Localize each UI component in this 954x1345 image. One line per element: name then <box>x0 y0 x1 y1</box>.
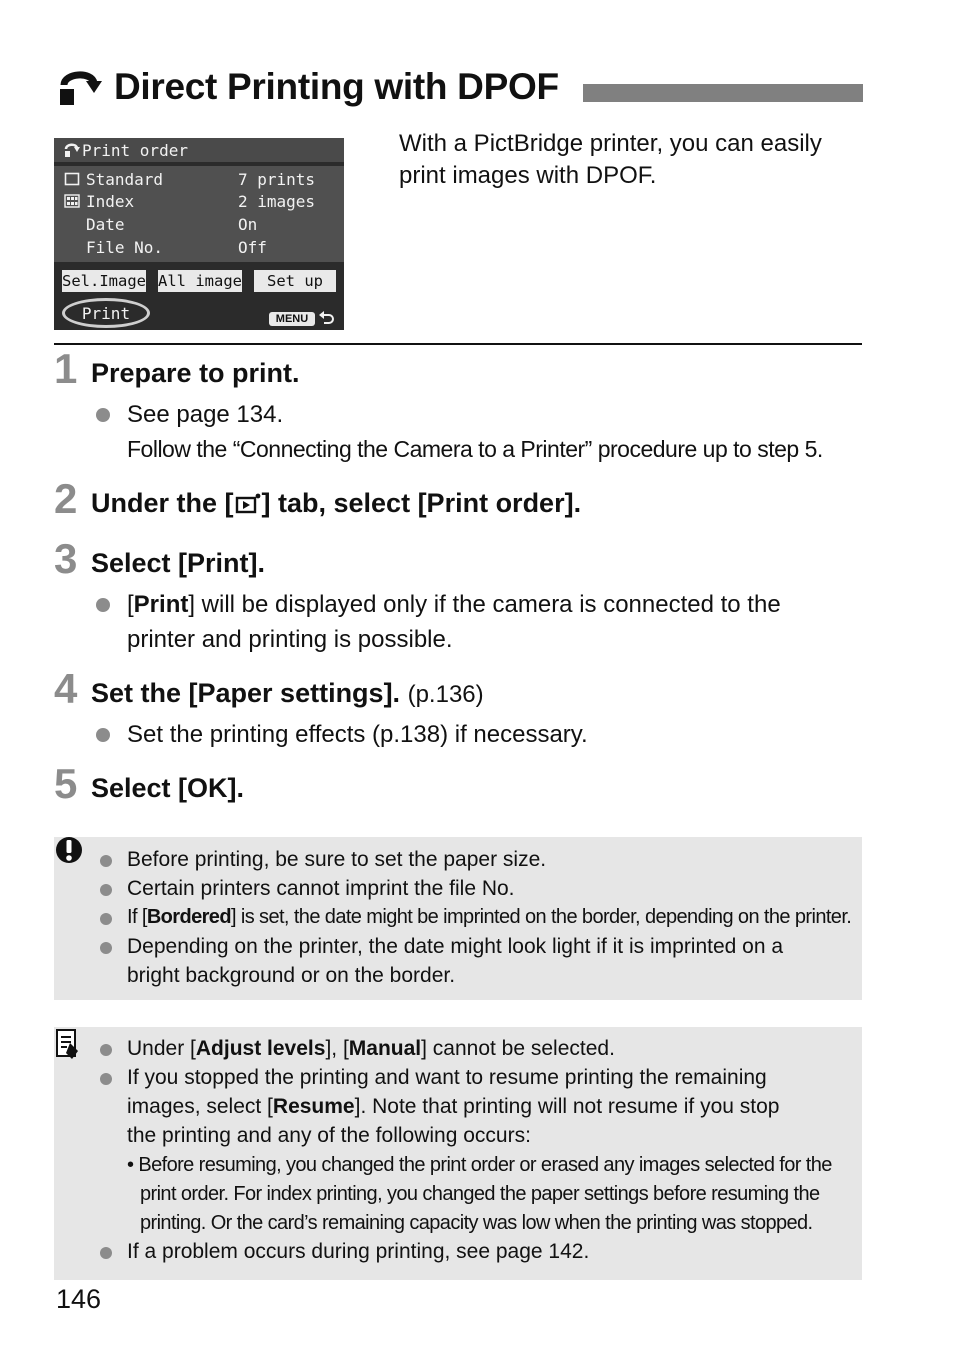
memo-icon <box>56 1029 80 1061</box>
step-subtext: Follow the “Connecting the Camera to a Printer” procedure up to step 5. <box>127 436 823 462</box>
lcd-row-label: Standard <box>86 169 164 189</box>
step-title: Prepare to print. <box>91 358 300 388</box>
lcd-row-value: 7 prints <box>238 169 316 189</box>
step-number: 2 <box>54 475 78 522</box>
caution-item: If [Bordered] is set, the date might be imprinted on the border, depending on the printer. <box>127 906 852 928</box>
caution-item: Certain printers cannot imprint the file No. <box>127 877 515 900</box>
set-up-button[interactable]: Set up <box>254 270 336 292</box>
note-box <box>54 1027 862 1280</box>
lcd-row-value: 2 images <box>238 191 316 211</box>
caution-item: Before printing, be sure to set the paper size. <box>127 848 547 871</box>
print-button[interactable] <box>62 298 150 328</box>
section-divider <box>54 343 862 345</box>
bullet-dot <box>96 598 110 612</box>
bullet-dot <box>96 408 110 422</box>
playback-tab-icon <box>235 492 261 516</box>
sel-image-button[interactable]: Sel.Image <box>62 272 146 290</box>
menu-button-icon: MENU <box>269 312 315 326</box>
bullet-dot <box>100 1044 112 1056</box>
step-number: 3 <box>54 535 78 582</box>
note-item: If a problem occurs during printing, see page 142. <box>127 1240 590 1263</box>
step-bullet: Set the printing effects (p.138) if necessary. <box>127 721 588 748</box>
note-subitem: • Before resuming, you changed the print order or erased any images selected for the <box>127 1154 832 1176</box>
caution-icon <box>54 835 84 865</box>
standard-print-icon <box>64 172 80 186</box>
print-icon <box>64 142 80 158</box>
title-divider-bar <box>583 84 863 102</box>
lcd-header-label: Print order <box>82 140 188 160</box>
step-bullet-continued: printer and printing is possible. <box>127 626 453 653</box>
bullet-dot <box>100 884 112 896</box>
caution-box <box>54 837 862 1000</box>
step-number: 5 <box>54 760 78 807</box>
intro-text: With a PictBridge printer, you can easily print images with DPOF. <box>399 130 822 189</box>
lcd-row-value: Off <box>238 237 267 257</box>
step-title: Select [Print]. <box>91 548 266 578</box>
step-bullet: [Print] will be displayed only if the camera is connected to the <box>127 591 781 618</box>
note-item: If you stopped the printing and want to resume printing the remaining <box>127 1066 767 1089</box>
print-icon <box>58 67 102 107</box>
note-subitem-continued: print order. For index printing, you changed the paper settings before resuming the <box>140 1183 820 1205</box>
step-title: Select [OK]. <box>91 773 245 803</box>
camera-lcd-screen <box>54 138 344 330</box>
bullet-dot <box>100 1073 112 1085</box>
step-number: 4 <box>54 665 78 712</box>
caution-item-continued: bright background or on the border. <box>127 964 456 987</box>
lcd-row-file-no <box>64 236 267 258</box>
return-arrow-icon <box>318 310 334 326</box>
bullet-dot <box>100 913 112 925</box>
bullet-dot <box>100 1247 112 1259</box>
bullet-dot <box>96 728 110 742</box>
step-bullet: See page 134. <box>127 401 284 428</box>
note-subitem-continued: printing. Or the card’s remaining capacity was low when the printing was stopped. <box>140 1212 813 1234</box>
lcd-row-label: Index <box>86 191 135 211</box>
caution-item: Depending on the printer, the date might look light if it is imprinted on a <box>127 935 784 958</box>
lcd-row-index <box>64 190 316 212</box>
page-number: 146 <box>56 1284 102 1314</box>
page-title: Direct Printing with DPOF <box>114 66 559 107</box>
lcd-row-label: File No. <box>86 237 164 257</box>
step-title: Set the [Paper settings]. (p.136) <box>91 678 484 708</box>
lcd-row-value: On <box>238 214 258 234</box>
lcd-settings-panel <box>54 166 344 262</box>
page-title-row <box>58 64 559 110</box>
note-item-continued: the printing and any of the following occurs: <box>127 1124 531 1147</box>
step-title: Under the [ ] tab, select [Print order]. <box>91 488 582 518</box>
step-number: 1 <box>54 345 78 392</box>
bullet-dot <box>100 942 112 954</box>
lcd-row-date <box>64 213 258 235</box>
print-button-label: Print <box>81 303 131 323</box>
index-grid-icon <box>64 194 80 208</box>
note-item-continued: images, select [Resume]. Note that printing will not resume if you stop <box>127 1095 780 1118</box>
all-image-button[interactable]: All image <box>158 272 242 290</box>
lcd-header <box>54 138 344 162</box>
lcd-row-standard <box>64 168 316 190</box>
bullet-dot <box>100 855 112 867</box>
page-reference: (p.136) <box>407 681 484 708</box>
lcd-row-label: Date <box>86 214 125 234</box>
note-item: Under [Adjust levels], [Manual] cannot be selected. <box>127 1037 615 1060</box>
